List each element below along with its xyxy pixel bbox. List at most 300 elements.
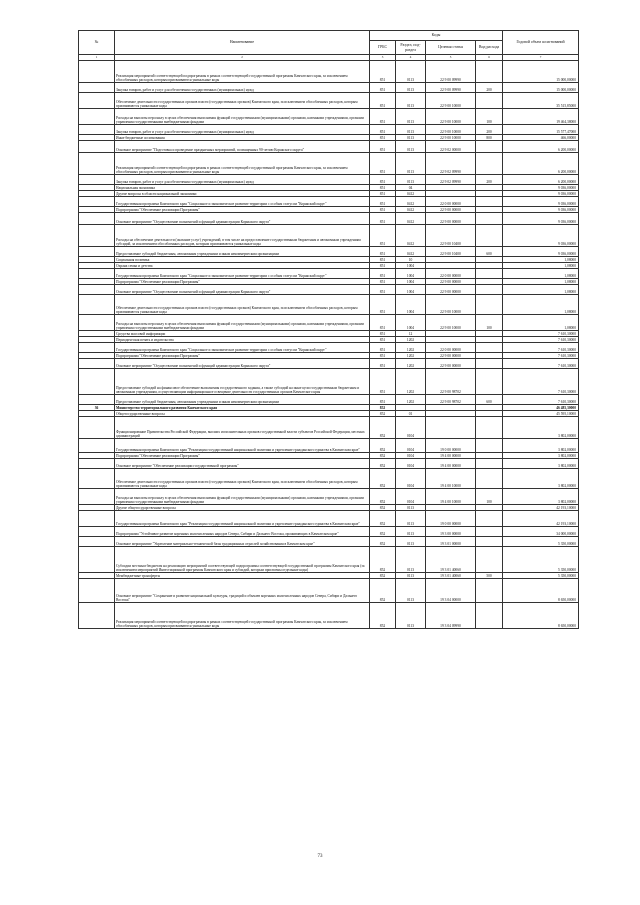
cell-name: Реализация мероприятий соответствующей подпрограммы в рамках соответствующей государственной программы Камчатского края, за исключением обособленных расходов, которым присваиваются уникальные коды [115, 61, 370, 83]
cell-razdel: 04 [396, 185, 426, 191]
cell-tsel: 22 9 00 10000 [426, 125, 476, 135]
cell-razdel: 0104 [396, 469, 426, 489]
cell-amount: 5 350,00000 [503, 547, 579, 573]
cell-name: Реализация мероприятий соответствующей подпрограммы в рамках соответствующей государственной программы Камчатского края, за исключением обособленных расходов, которым присваиваются уникальные коды [115, 153, 370, 175]
cell-amount: 1,08000 [503, 257, 579, 263]
cell-tsel: 22 9 00 00000 [426, 285, 476, 295]
col-vid-header: Вид расхода [476, 41, 503, 55]
cell-vid [476, 369, 503, 395]
cell-name: Национальная экономика [115, 185, 370, 191]
cell-name: Социальная политика [115, 257, 370, 263]
table-body [79, 61, 579, 629]
cell-razdel: 0412 [396, 191, 426, 197]
cell-tsel: 22 9 00 09990 [426, 83, 476, 93]
cell-name: Реализация мероприятий соответствующей подпрограммы в рамках соответствующей государственной программы Камчатского края, за исключением обособленных расходов, которым присваиваются уникальные коды [115, 603, 370, 629]
cell-num [79, 315, 115, 331]
table-row [79, 295, 579, 315]
cell-razdel: 0104 [396, 417, 426, 439]
col-index-6: 6 [476, 55, 503, 61]
cell-amount: 8 650,00000 [503, 579, 579, 603]
cell-razdel: 0104 [396, 453, 426, 459]
cell-vid [476, 343, 503, 353]
col-total-header: Годовой объем ассигнований [503, 31, 579, 55]
cell-vid: 600 [476, 247, 503, 257]
table-row [79, 395, 579, 405]
cell-razdel: 0104 [396, 489, 426, 505]
cell-name: Расходы на выплаты персоналу в целях обеспечения выполнения функций государственными (муниципальными) органами, казенными учреждениями, органами управления государственными внебюджетными фондами [115, 489, 370, 505]
cell-grbs: 852 [370, 505, 396, 511]
cell-vid [476, 93, 503, 109]
table-row [79, 175, 579, 185]
cell-vid [476, 537, 503, 547]
cell-vid: 200 [476, 175, 503, 185]
cell-vid [476, 579, 503, 603]
cell-num [79, 547, 115, 573]
cell-name: Расходы на обеспечение деятельности (оказание услуг) учреждений, в том числе на предоставление государственным бюджетным и автономным учреждениям субсидий, за исключением обособленных расходов, которым присваиваются уникальные коды [115, 225, 370, 247]
cell-razdel: 0113 [396, 527, 426, 537]
cell-num [79, 295, 115, 315]
col-name-header: Наименование [115, 31, 370, 55]
cell-amount: 7 610,30000 [503, 395, 579, 405]
cell-razdel: 0113 [396, 141, 426, 153]
table-row [79, 61, 579, 83]
cell-tsel: 22 9 00 00000 [426, 213, 476, 225]
table-row [79, 125, 579, 135]
table-row [79, 547, 579, 573]
cell-name: Основное мероприятие "Осуществление полномочий и функций администрации Корякского округа" [115, 359, 370, 369]
cell-grbs: 851 [370, 61, 396, 83]
table-row [79, 93, 579, 109]
cell-name: Охрана семьи и детства [115, 263, 370, 269]
cell-grbs: 852 [370, 405, 396, 411]
budget-table [78, 30, 579, 629]
cell-num [79, 197, 115, 207]
cell-tsel: 19 4 00 00000 [426, 459, 476, 469]
cell-razdel: 0113 [396, 83, 426, 93]
cell-amount: 45 595,10000 [503, 411, 579, 417]
cell-tsel: 19 3 01 00000 [426, 537, 476, 547]
cell-amount: 1,08000 [503, 263, 579, 269]
cell-tsel: 19 3 00 00000 [426, 527, 476, 537]
cell-amount: 9 036,00000 [503, 247, 579, 257]
cell-grbs: 851 [370, 395, 396, 405]
cell-tsel: 22 9 00 98702 [426, 395, 476, 405]
table-row [79, 439, 579, 453]
cell-vid [476, 141, 503, 153]
cell-vid [476, 153, 503, 175]
cell-num: 36 [79, 405, 115, 411]
cell-razdel: 1004 [396, 269, 426, 279]
cell-name: Другие вопросы в области национальной экономики [115, 191, 370, 197]
cell-tsel: 22 9 00 10000 [426, 135, 476, 141]
cell-name: Закупка товаров, работ и услуг для обеспечения государственных (муниципальных) нужд [115, 175, 370, 185]
cell-amount: 42 193,10000 [503, 511, 579, 527]
cell-tsel: 22 9 02 09990 [426, 153, 476, 175]
cell-name: Подпрограмма "Устойчивое развитие коренных малочисленных народов Севера, Сибири и Дальнего Востока, проживающих в Камчатском крае" [115, 527, 370, 537]
cell-razdel: 0113 [396, 109, 426, 125]
cell-vid: 800 [476, 135, 503, 141]
cell-name: Расходы на выплаты персоналу в целях обеспечения выполнения функций государственными (муниципальными) органами, казенными учреждениями, органами управления государственными внебюджетными фондами [115, 315, 370, 331]
cell-vid [476, 417, 503, 439]
cell-vid [476, 469, 503, 489]
cell-name: Государственная программа Камчатского края "Реализация государственной национальной политики и укрепление гражданского единства в Камчатском крае" [115, 511, 370, 527]
cell-vid [476, 603, 503, 629]
cell-amount: 19 464,38000 [503, 109, 579, 125]
cell-num [79, 511, 115, 527]
table-row [79, 417, 579, 439]
cell-grbs: 852 [370, 603, 396, 629]
cell-razdel: 01 [396, 411, 426, 417]
table-row [79, 225, 579, 247]
cell-amount: 7 610,30000 [503, 343, 579, 353]
cell-vid: 600 [476, 395, 503, 405]
table-row [79, 213, 579, 225]
cell-name: Субсидии местным бюджетам на реализацию мероприятий соответствующей подпрограммы соответствующей государственной программы Камчатского края (за исключением мероприятий Инвестиционной программы Камчатского края и субсидий, которым присвоены отдельные коды) [115, 547, 370, 573]
cell-amount: 7 610,30000 [503, 359, 579, 369]
table-row [79, 153, 579, 175]
cell-grbs: 852 [370, 537, 396, 547]
cell-tsel: 22 9 00 10400 [426, 247, 476, 257]
cell-vid [476, 213, 503, 225]
cell-grbs: 851 [370, 207, 396, 213]
cell-amount: 1,08000 [503, 285, 579, 295]
col-index-4: 4 [396, 55, 426, 61]
cell-grbs: 851 [370, 343, 396, 353]
cell-grbs: 852 [370, 469, 396, 489]
cell-num [79, 579, 115, 603]
col-razdel-header: Раздел, под-раздел [396, 41, 426, 55]
cell-razdel: 0412 [396, 225, 426, 247]
cell-razdel: 1202 [396, 343, 426, 353]
cell-razdel: 0412 [396, 197, 426, 207]
cell-amount: 3 802,00000 [503, 469, 579, 489]
cell-grbs: 851 [370, 175, 396, 185]
cell-razdel: 0113 [396, 61, 426, 83]
cell-num [79, 359, 115, 369]
cell-vid [476, 225, 503, 247]
cell-tsel: 22 9 00 10400 [426, 225, 476, 247]
cell-vid: 500 [476, 573, 503, 579]
cell-name: Основное мероприятие "Подготовка и проведение праздничных мероприятий, посвященных 90-летию Корякского округа" [115, 141, 370, 153]
cell-amount: 5 350,00000 [503, 573, 579, 579]
cell-num [79, 225, 115, 247]
cell-vid: 200 [476, 125, 503, 135]
cell-grbs: 851 [370, 197, 396, 207]
cell-vid [476, 295, 503, 315]
cell-amount: 1,08000 [503, 295, 579, 315]
cell-num [79, 285, 115, 295]
cell-amount: 7 610,30000 [503, 331, 579, 337]
cell-razdel: 1202 [396, 359, 426, 369]
cell-grbs: 851 [370, 337, 396, 343]
cell-name: Государственная программа Камчатского края "Реализация государственной национальной политики и укрепление гражданского единства в Камчатском крае" [115, 439, 370, 453]
cell-tsel: 22 0 00 00000 [426, 197, 476, 207]
cell-num [79, 175, 115, 185]
cell-amount: 1,08000 [503, 279, 579, 285]
cell-name: Предоставление субсидий бюджетным, автономным учреждениям и иным некоммерческим организациям [115, 247, 370, 257]
cell-grbs: 852 [370, 511, 396, 527]
cell-razdel: 1202 [396, 337, 426, 343]
cell-num [79, 125, 115, 135]
cell-tsel: 22 9 02 00000 [426, 141, 476, 153]
cell-amount: 3 802,00000 [503, 459, 579, 469]
table-row [79, 359, 579, 369]
cell-num [79, 489, 115, 505]
cell-grbs: 851 [370, 185, 396, 191]
cell-grbs: 851 [370, 141, 396, 153]
cell-amount: 7 610,30000 [503, 369, 579, 395]
budget-sheet [78, 30, 578, 629]
cell-amount: 3 802,00000 [503, 439, 579, 453]
col-index-5: 5 [426, 55, 476, 61]
col-index-1: 1 [79, 55, 115, 61]
cell-vid [476, 511, 503, 527]
table-row [79, 579, 579, 603]
cell-amount: 46 485,30000 [503, 405, 579, 411]
cell-amount: 7 610,30000 [503, 337, 579, 343]
table-row [79, 343, 579, 353]
cell-razdel: 0113 [396, 537, 426, 547]
cell-name: Государственная программа Камчатского края "Социальное и экономическое развитие территории с особым статусом "Корякский округ" [115, 197, 370, 207]
cell-tsel: 22 0 00 00000 [426, 269, 476, 279]
cell-tsel: 22 9 00 98702 [426, 369, 476, 395]
table-row [79, 83, 579, 93]
cell-amount: 3 802,00000 [503, 417, 579, 439]
cell-num [79, 93, 115, 109]
cell-amount: 1,08000 [503, 269, 579, 279]
col-index-2: 2 [115, 55, 370, 61]
cell-name: Основное мероприятие "Осуществление полномочий и функций администрации Корякского округа" [115, 213, 370, 225]
cell-amount: 15 577,47000 [503, 125, 579, 135]
cell-vid [476, 527, 503, 537]
cell-grbs: 852 [370, 547, 396, 573]
cell-grbs: 851 [370, 225, 396, 247]
cell-name: Закупка товаров, работ и услуг для обеспечения государственных (муниципальных) нужд [115, 83, 370, 93]
cell-num [79, 247, 115, 257]
col-index-7: 7 [503, 55, 579, 61]
cell-name: Средства массовой информации [115, 331, 370, 337]
cell-name: Основное мероприятие "Осуществление полномочий и функций администрации Корякского округа" [115, 285, 370, 295]
cell-tsel: 22 9 00 00000 [426, 207, 476, 213]
cell-razdel: 0113 [396, 153, 426, 175]
cell-name: Предоставление субсидий на финансовое обеспечение выполнения государственного задания, а также субсидий на иные цели государственным бюджетным и автономным учреждениям, осуществляющим информационное освещение деятельности государственных органов Камчатского края [115, 369, 370, 395]
cell-grbs: 852 [370, 573, 396, 579]
cell-tsel: 22 9 00 09990 [426, 61, 476, 83]
cell-name: Основное мероприятие "Обеспечение реализации государственной программы" [115, 459, 370, 469]
table-row [79, 489, 579, 505]
cell-tsel: 19 3 01 40060 [426, 547, 476, 573]
table-row [79, 369, 579, 395]
cell-grbs: 851 [370, 315, 396, 331]
cell-amount: 6 200,00000 [503, 153, 579, 175]
cell-tsel [426, 417, 476, 439]
cell-tsel: 22 9 00 10000 [426, 315, 476, 331]
table-row [79, 603, 579, 629]
cell-grbs: 851 [370, 213, 396, 225]
cell-num [79, 269, 115, 279]
cell-amount: 466,00000 [503, 135, 579, 141]
cell-vid: 100 [476, 109, 503, 125]
cell-amount: 8 650,00000 [503, 603, 579, 629]
cell-tsel: 19 3 04 09990 [426, 603, 476, 629]
cell-grbs: 852 [370, 527, 396, 537]
table-row [79, 537, 579, 547]
cell-grbs: 851 [370, 83, 396, 93]
cell-razdel: 0113 [396, 175, 426, 185]
cell-num [79, 527, 115, 537]
table-row [79, 141, 579, 153]
table-row [79, 269, 579, 279]
col-tsel-header: Целевая статья [426, 41, 476, 55]
cell-amount: 9 036,00000 [503, 207, 579, 213]
cell-amount: 9 036,00000 [503, 197, 579, 207]
cell-name: Основное мероприятие "Укрепление материально-технической базы традиционных отраслей хозяйствования в Камчатском крае" [115, 537, 370, 547]
cell-tsel: 22 9 00 10000 [426, 93, 476, 109]
cell-grbs: 851 [370, 269, 396, 279]
cell-grbs: 851 [370, 257, 396, 263]
cell-grbs: 851 [370, 247, 396, 257]
cell-num [79, 109, 115, 125]
cell-grbs: 852 [370, 453, 396, 459]
cell-tsel: 19 4 00 10000 [426, 489, 476, 505]
cell-razdel: 0412 [396, 247, 426, 257]
cell-razdel: 0113 [396, 573, 426, 579]
cell-num [79, 213, 115, 225]
cell-amount: 6 200,00000 [503, 141, 579, 153]
cell-vid: 100 [476, 489, 503, 505]
table-row [79, 469, 579, 489]
table-row [79, 511, 579, 527]
cell-tsel: 19 4 00 00000 [426, 453, 476, 459]
cell-vid [476, 547, 503, 573]
cell-vid [476, 459, 503, 469]
col-grbs-header: ГРБС [370, 41, 396, 55]
cell-tsel: 22 9 00 10000 [426, 109, 476, 125]
cell-grbs: 851 [370, 263, 396, 269]
cell-grbs: 851 [370, 279, 396, 285]
cell-grbs: 852 [370, 579, 396, 603]
table-row [79, 247, 579, 257]
cell-vid: 200 [476, 83, 503, 93]
cell-amount: 9 036,00000 [503, 185, 579, 191]
cell-razdel: 0113 [396, 579, 426, 603]
cell-name: Подпрограмма "Обеспечение реализации Программы" [115, 207, 370, 213]
cell-razdel: 1202 [396, 353, 426, 359]
cell-amount: 35 515,85000 [503, 93, 579, 109]
cell-tsel: 22 9 00 00000 [426, 353, 476, 359]
cell-num [79, 603, 115, 629]
cell-name: Основное мероприятие "Сохранение и развитие национальной культуры, традиций и обычаев коренных малочисленных народов Севера, Сибири и Дальнего Востока" [115, 579, 370, 603]
cell-name: Государственная программа Камчатского края "Социальное и экономическое развитие территории с особым статусом "Корякский округ" [115, 269, 370, 279]
cell-amount: 9 036,00000 [503, 213, 579, 225]
cell-amount: 6 200,00000 [503, 175, 579, 185]
table-header [79, 31, 579, 61]
cell-grbs: 852 [370, 417, 396, 439]
cell-amount: 34 000,00000 [503, 527, 579, 537]
cell-amount: 9 036,00000 [503, 191, 579, 197]
cell-vid [476, 269, 503, 279]
cell-vid [476, 197, 503, 207]
cell-vid: 100 [476, 315, 503, 331]
cell-razdel: 0113 [396, 125, 426, 135]
cell-grbs: 852 [370, 439, 396, 453]
cell-num [79, 153, 115, 175]
col-index-3: 3 [370, 55, 396, 61]
col-codes-header: Коды [370, 31, 503, 41]
cell-amount: 15 000,00000 [503, 61, 579, 83]
cell-name: Обеспечение деятельности государственных органов власти (государственных органов) Камчатского края, за исключением обособленных расходов, которым присваиваются уникальные коды [115, 93, 370, 109]
cell-grbs: 851 [370, 191, 396, 197]
cell-razdel: 0104 [396, 439, 426, 453]
cell-vid [476, 359, 503, 369]
table-row [79, 197, 579, 207]
cell-num [79, 469, 115, 489]
cell-name: Министерство территориального развития Камчатского края [115, 405, 370, 411]
cell-grbs: 851 [370, 353, 396, 359]
cell-name: Обеспечение деятельности государственных органов власти (государственных органов) Камчатского края, за исключением обособленных расходов, которым присваиваются уникальные коды [115, 469, 370, 489]
cell-grbs: 851 [370, 153, 396, 175]
cell-name: Другие общегосударственные вопросы [115, 505, 370, 511]
cell-num [79, 537, 115, 547]
cell-amount: 15 000,00000 [503, 83, 579, 93]
cell-name: Предоставление субсидий бюджетным, автономным учреждениям и иным некоммерческим организациям [115, 395, 370, 405]
cell-name: Государственная программа Камчатского края "Социальное и экономическое развитие территории с особым статусом "Корякский округ" [115, 343, 370, 353]
cell-name: Межбюджетные трансферты [115, 573, 370, 579]
cell-name: Общегосударственные вопросы [115, 411, 370, 417]
cell-razdel: 1202 [396, 395, 426, 405]
cell-name: Периодическая печать и издательства [115, 337, 370, 343]
cell-amount: 9 036,00000 [503, 225, 579, 247]
cell-razdel: 1004 [396, 315, 426, 331]
cell-vid [476, 439, 503, 453]
cell-amount: 42 193,10000 [503, 505, 579, 511]
cell-grbs: 851 [370, 369, 396, 395]
cell-name: Подпрограмма "Обеспечение реализации Программы" [115, 279, 370, 285]
table-row [79, 285, 579, 295]
cell-razdel: 0104 [396, 459, 426, 469]
cell-tsel: 22 9 00 10000 [426, 295, 476, 315]
cell-num [79, 459, 115, 469]
cell-tsel: 22 9 00 00000 [426, 279, 476, 285]
cell-tsel: 22 9 02 09990 [426, 175, 476, 185]
cell-tsel: 19 0 00 00000 [426, 439, 476, 453]
table-row [79, 315, 579, 331]
table-row [79, 109, 579, 125]
cell-razdel: 1004 [396, 285, 426, 295]
cell-razdel: 10 [396, 257, 426, 263]
cell-num [79, 83, 115, 93]
cell-num [79, 369, 115, 395]
cell-grbs: 851 [370, 109, 396, 125]
cell-num [79, 343, 115, 353]
cell-grbs: 851 [370, 295, 396, 315]
cell-num [79, 417, 115, 439]
cell-amount: 1,08000 [503, 315, 579, 331]
cell-razdel: 0113 [396, 547, 426, 573]
cell-razdel: 0113 [396, 505, 426, 511]
cell-grbs: 852 [370, 459, 396, 469]
cell-razdel: 1004 [396, 295, 426, 315]
cell-name: Подпрограмма "Обеспечение реализации Программы" [115, 353, 370, 359]
cell-razdel: 0113 [396, 511, 426, 527]
cell-num [79, 141, 115, 153]
cell-amount: 3 802,00000 [503, 489, 579, 505]
cell-name: Подпрограмма "Обеспечение реализации Программы" [115, 453, 370, 459]
cell-tsel: 19 3 04 00000 [426, 579, 476, 603]
cell-grbs: 851 [370, 125, 396, 135]
table-row [79, 459, 579, 469]
cell-amount: 7 610,30000 [503, 353, 579, 359]
